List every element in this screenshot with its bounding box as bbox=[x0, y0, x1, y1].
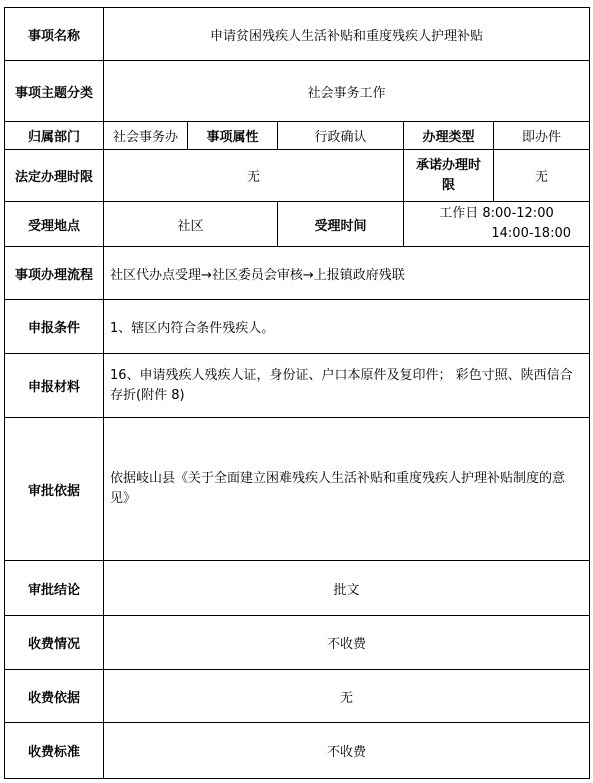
row-conclusion bbox=[5, 561, 590, 616]
basis-label: 审批依据 bbox=[5, 418, 104, 561]
handle-type-label: 办理类型 bbox=[404, 122, 494, 150]
location-value: 社区 bbox=[104, 202, 278, 247]
process-value: 社区代办点受理→社区委员会审核→上报镇政府残联 bbox=[104, 247, 590, 300]
row-basis bbox=[5, 418, 590, 561]
fee-status-label: 收费情况 bbox=[5, 616, 104, 670]
row-name bbox=[5, 8, 590, 61]
fee-standard-label: 收费标准 bbox=[5, 723, 104, 779]
location-label: 受理地点 bbox=[5, 202, 104, 247]
conditions-value: 1、辖区内符合条件残疾人。 bbox=[104, 300, 590, 354]
service-item-table bbox=[4, 7, 590, 779]
row-fee-status bbox=[5, 616, 590, 670]
time-label: 受理时间 bbox=[278, 202, 404, 247]
row-conditions bbox=[5, 300, 590, 354]
time-line-1: 工作日 8:00-12:00 bbox=[439, 206, 554, 221]
fee-basis-label: 收费依据 bbox=[5, 670, 104, 723]
fee-basis-value: 无 bbox=[104, 670, 590, 723]
row-fee-basis bbox=[5, 670, 590, 723]
handle-type-value: 即办件 bbox=[494, 122, 590, 150]
row-process bbox=[5, 247, 590, 300]
time-line-2: 14:00-18:00 bbox=[491, 226, 571, 241]
conclusion-label: 审批结论 bbox=[5, 561, 104, 616]
process-label: 事项办理流程 bbox=[5, 247, 104, 300]
time-value bbox=[404, 202, 590, 247]
promised-limit-value: 无 bbox=[494, 150, 590, 202]
attribute-label: 事项属性 bbox=[188, 122, 278, 150]
attribute-value: 行政确认 bbox=[278, 122, 404, 150]
legal-limit-label: 法定办理时限 bbox=[5, 150, 104, 202]
department-label: 归属部门 bbox=[5, 122, 104, 150]
materials-label: 申报材料 bbox=[5, 354, 104, 418]
fee-standard-value: 不收费 bbox=[104, 723, 590, 779]
name-value: 申请贫困残疾人生活补贴和重度残疾人护理补贴 bbox=[104, 8, 590, 61]
materials-value: 16、申请残疾人残疾人证，身份证、户口本原件及复印件； 彩色寸照、陕西信合存折(附件 8) bbox=[104, 354, 590, 418]
row-department bbox=[5, 122, 590, 150]
department-value: 社会事务办 bbox=[104, 122, 188, 150]
fee-status-value: 不收费 bbox=[104, 616, 590, 670]
row-category bbox=[5, 61, 590, 122]
category-label: 事项主题分类 bbox=[5, 61, 104, 122]
conclusion-value: 批文 bbox=[104, 561, 590, 616]
category-value: 社会事务工作 bbox=[104, 61, 590, 122]
row-fee-standard bbox=[5, 723, 590, 779]
name-label: 事项名称 bbox=[5, 8, 104, 61]
row-location bbox=[5, 202, 590, 247]
legal-limit-value: 无 bbox=[104, 150, 404, 202]
row-time-limit bbox=[5, 150, 590, 202]
basis-value: 依据岐山县《关于全面建立困难残疾人生活补贴和重度残疾人护理补贴制度的意见》 bbox=[104, 418, 590, 561]
row-materials bbox=[5, 354, 590, 418]
promised-limit-label: 承诺办理时限 bbox=[404, 150, 494, 202]
conditions-label: 申报条件 bbox=[5, 300, 104, 354]
